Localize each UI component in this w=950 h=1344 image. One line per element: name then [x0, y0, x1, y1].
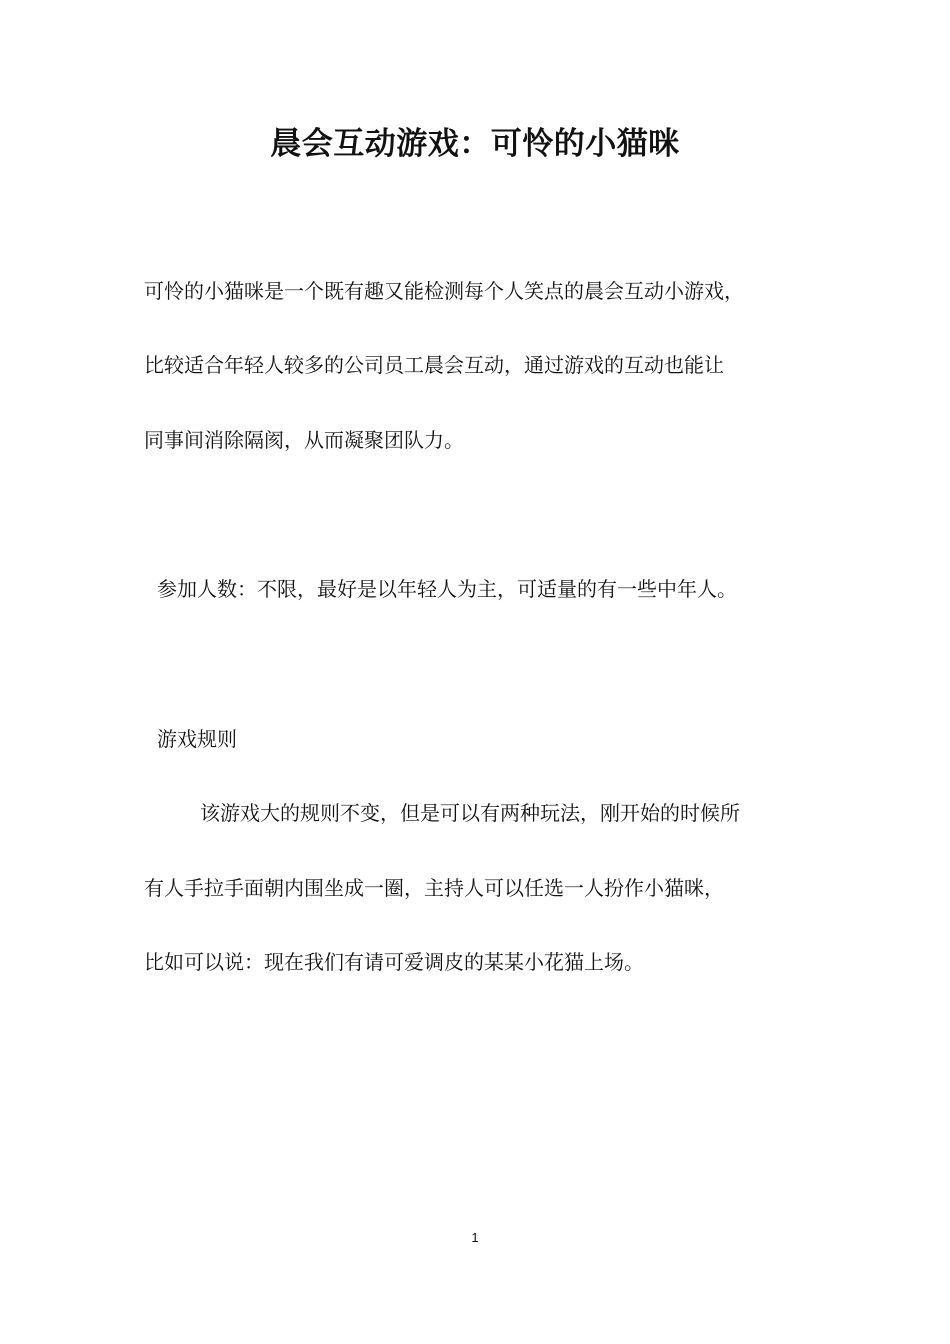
intro-line-2: 比较适合年轻人较多的公司员工晨会互动，通过游戏的互动也能让: [144, 353, 724, 377]
rules-heading: 游戏规则: [157, 727, 237, 751]
intro-line-3: 同事间消除隔阂，从而凝聚团队力。: [144, 428, 464, 452]
page-number: 1: [471, 1230, 479, 1245]
rules-line-3: 比如可以说：现在我们有请可爱调皮的某某小花猫上场。: [144, 950, 644, 974]
document-title: 晨会互动游戏：可怜的小猫咪: [270, 126, 680, 162]
participants-paragraph: 参加人数：不限，最好是以年轻人为主，可适量的有一些中年人。: [157, 577, 737, 601]
rules-line-2: 有人手拉手面朝内围坐成一圈，主持人可以任选一人扮作小猫咪，: [144, 876, 724, 900]
intro-line-1: 可怜的小猫咪是一个既有趣又能检测每个人笑点的晨会互动小游戏，: [144, 279, 744, 303]
rules-line-1: 该游戏大的规则不变，但是可以有两种玩法，刚开始的时候所: [200, 801, 740, 825]
